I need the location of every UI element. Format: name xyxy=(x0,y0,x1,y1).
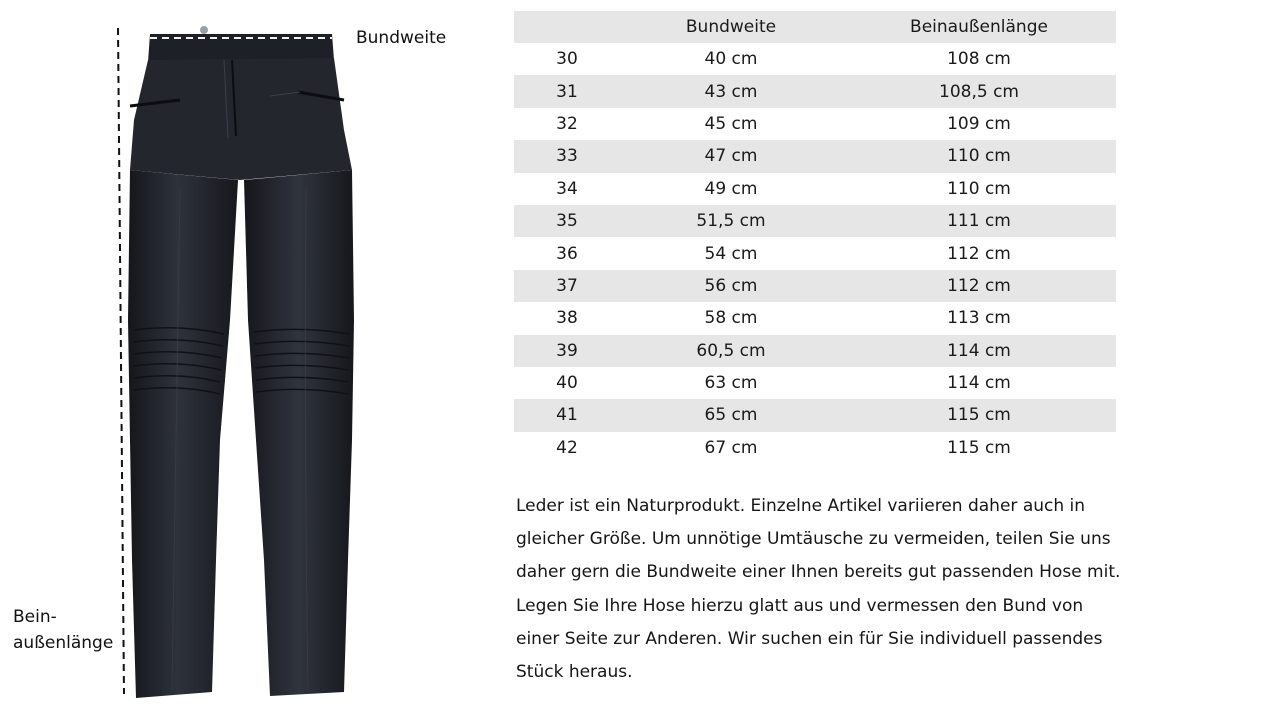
size-cell: 31 xyxy=(556,81,578,102)
table-row xyxy=(514,173,1116,205)
table-row xyxy=(514,367,1116,399)
leg-length-cell: 114 cm xyxy=(947,373,1011,394)
leg-length-cell: 113 cm xyxy=(947,308,1011,329)
size-cell: 32 xyxy=(556,113,578,134)
leg-length-cell: 109 cm xyxy=(947,113,1011,134)
leg-length-cell: 115 cm xyxy=(947,405,1011,426)
product-figure xyxy=(0,0,500,720)
table-row xyxy=(514,302,1116,334)
leg-length-cell: 110 cm xyxy=(947,146,1011,167)
leg-length-label-line2: außenlänge xyxy=(13,633,114,653)
waist-cell: 60,5 cm xyxy=(696,340,766,361)
leg-length-cell: 108,5 cm xyxy=(939,81,1019,102)
leg-length-cell: 112 cm xyxy=(947,243,1011,264)
waist-cell: 49 cm xyxy=(704,178,758,199)
leg-length-cell: 114 cm xyxy=(947,340,1011,361)
waist-cell: 67 cm xyxy=(704,437,758,458)
leg-length-label xyxy=(13,604,113,656)
leather-pants-image xyxy=(120,20,360,710)
leather-note xyxy=(516,490,1146,689)
table-row xyxy=(514,237,1116,269)
waist-cell: 65 cm xyxy=(704,405,758,426)
note-line: Stück heraus. xyxy=(516,662,633,683)
size-cell: 30 xyxy=(556,49,578,70)
leg-length-cell: 108 cm xyxy=(947,49,1011,70)
size-cell: 42 xyxy=(556,437,578,458)
table-row xyxy=(514,270,1116,302)
size-cell: 38 xyxy=(556,308,578,329)
header-waist: Bundweite xyxy=(685,17,777,37)
leg-length-label-line1: Bein- xyxy=(13,607,57,627)
size-cell: 36 xyxy=(556,243,578,264)
waist-cell: 54 cm xyxy=(704,243,758,264)
note-line: Legen Sie Ihre Hose hierzu glatt aus und vermessen den Bund von xyxy=(516,595,1084,616)
waist-cell: 40 cm xyxy=(704,49,758,70)
table-row xyxy=(514,432,1116,464)
waist-cell: 43 cm xyxy=(704,81,758,102)
waist-cell: 45 cm xyxy=(704,113,758,134)
note-line: einer Seite zur Anderen. Wir suchen ein für Sie individuell passendes xyxy=(516,628,1103,649)
note-line: Leder ist ein Naturprodukt. Einzelne Artikel variieren daher auch in xyxy=(516,496,1086,516)
header-leg-length: Beinaußenlänge xyxy=(910,17,1048,37)
table-header-row xyxy=(514,11,1116,43)
leg-length-cell: 112 cm xyxy=(947,275,1011,296)
waist-cell: 47 cm xyxy=(704,146,758,167)
size-table xyxy=(514,11,1116,464)
size-cell: 33 xyxy=(556,146,578,167)
size-cell: 39 xyxy=(556,340,578,361)
header-size xyxy=(514,11,620,43)
size-cell: 41 xyxy=(556,405,578,426)
table-row xyxy=(514,205,1116,237)
leg-length-cell: 110 cm xyxy=(947,178,1011,199)
leg-length-cell: 111 cm xyxy=(947,211,1011,232)
waist-cell: 51,5 cm xyxy=(696,211,766,232)
note-line: daher gern die Bundweite einer Ihnen bereits gut passenden Hose mit. xyxy=(516,562,1121,583)
size-cell: 37 xyxy=(556,275,578,296)
waist-cell: 56 cm xyxy=(704,275,758,296)
size-cell: 35 xyxy=(556,211,578,232)
waist-label: Bundweite xyxy=(356,28,447,48)
table-row xyxy=(514,108,1116,140)
size-cell: 34 xyxy=(556,178,578,199)
waist-cell: 58 cm xyxy=(704,308,758,329)
table-row xyxy=(514,335,1116,367)
table-row xyxy=(514,399,1116,431)
size-cell: 40 xyxy=(556,373,578,394)
leg-length-cell: 115 cm xyxy=(947,437,1011,458)
note-line: gleicher Größe. Um unnötige Umtäusche zu vermeiden, teilen Sie uns xyxy=(516,529,1111,550)
table-row xyxy=(514,140,1116,172)
table-row xyxy=(514,43,1116,75)
table-row xyxy=(514,75,1116,107)
waist-cell: 63 cm xyxy=(704,373,758,394)
